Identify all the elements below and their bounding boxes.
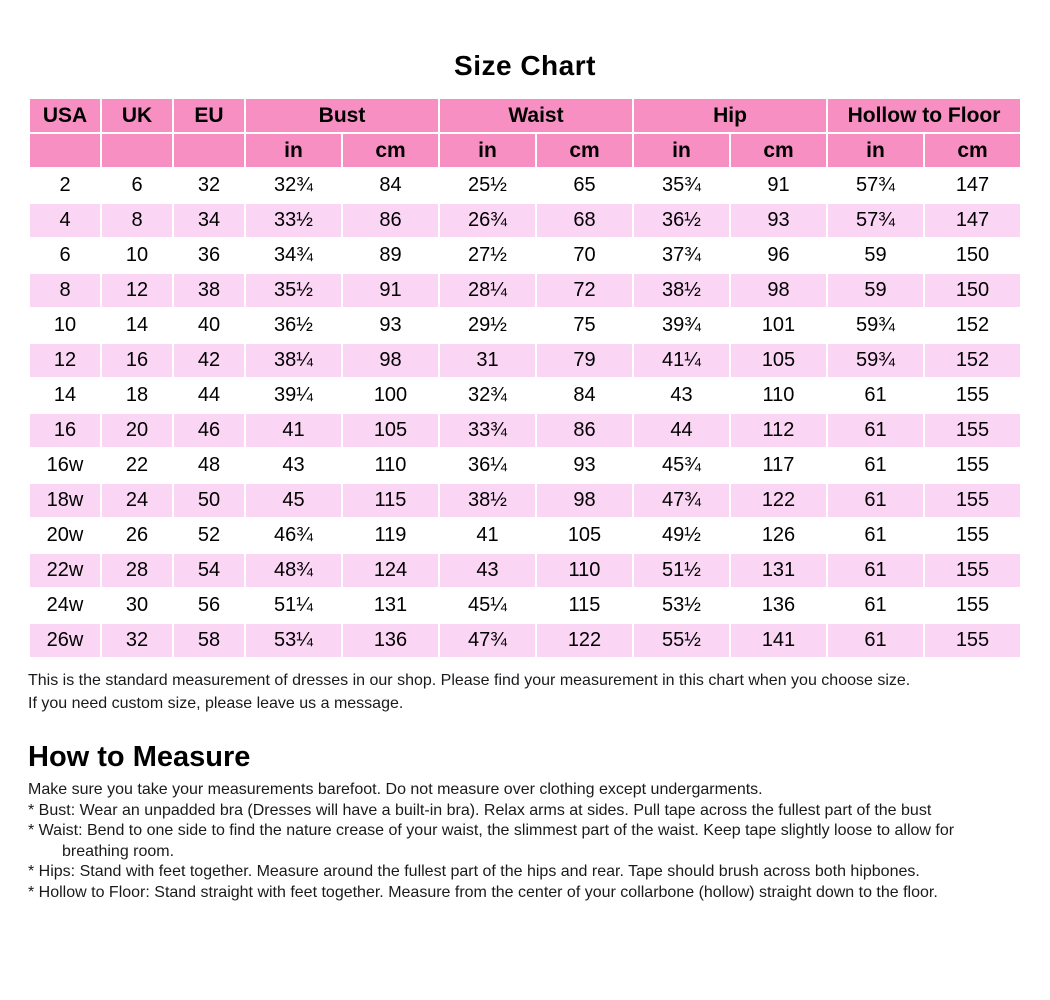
table-cell: 56: [174, 589, 244, 622]
notes: [28, 669, 1022, 715]
table-cell: 45: [246, 484, 341, 517]
table-cell: 53½: [634, 589, 729, 622]
table-cell: 48: [174, 449, 244, 482]
unit-header-hip-cm: cm: [731, 134, 826, 167]
table-cell: 105: [537, 519, 632, 552]
header-unit-row: [30, 134, 1020, 167]
table-cell: 32: [102, 624, 172, 657]
table-cell: 36½: [634, 204, 729, 237]
table-cell: 46¾: [246, 519, 341, 552]
table-cell: 150: [925, 239, 1020, 272]
measure-line: * Hollow to Floor: Stand straight with feet together. Measure from the center of your collarbone (hollow) straight down to the floor.: [28, 883, 938, 901]
table-cell: 61: [828, 379, 923, 412]
table-cell: 43: [634, 379, 729, 412]
table-cell: 25½: [440, 169, 535, 202]
table-cell: 10: [30, 309, 100, 342]
table-cell: 36½: [246, 309, 341, 342]
table-cell: 105: [343, 414, 438, 447]
table-cell: 105: [731, 344, 826, 377]
unit-header-bust-in: in: [246, 134, 341, 167]
table-cell: 119: [343, 519, 438, 552]
table-cell: 16: [102, 344, 172, 377]
table-cell: 47¾: [440, 624, 535, 657]
table-cell: 100: [343, 379, 438, 412]
table-cell: 57¾: [828, 169, 923, 202]
table-cell: 59¾: [828, 309, 923, 342]
table-cell: 39¼: [246, 379, 341, 412]
table-row: [30, 274, 1020, 307]
table-cell: 101: [731, 309, 826, 342]
measure-lines: [28, 780, 1022, 903]
table-cell: 61: [828, 484, 923, 517]
measure-line: * Waist: Bend to one side to find the nature crease of your waist, the slimmest part of the waist. Keep tape slightly loose to allow for: [28, 822, 955, 839]
table-cell: 155: [925, 519, 1020, 552]
table-cell: 14: [30, 379, 100, 412]
table-cell: 89: [343, 239, 438, 272]
table-cell: 47¾: [634, 484, 729, 517]
table-cell: 35¾: [634, 169, 729, 202]
table-cell: 36: [174, 239, 244, 272]
table-cell: 59: [828, 274, 923, 307]
table-cell: 22: [102, 449, 172, 482]
table-cell: 4: [30, 204, 100, 237]
table-cell: 84: [537, 379, 632, 412]
table-cell: 155: [925, 449, 1020, 482]
table-cell: 48¾: [246, 554, 341, 587]
unit-header-empty: [174, 134, 244, 167]
table-cell: 41¼: [634, 344, 729, 377]
table-cell: 6: [102, 169, 172, 202]
table-cell: 12: [102, 274, 172, 307]
table-row: [30, 449, 1020, 482]
table-cell: 86: [343, 204, 438, 237]
table-cell: 98: [343, 344, 438, 377]
table-cell: 34¾: [246, 239, 341, 272]
table-cell: 36¼: [440, 449, 535, 482]
table-cell: 126: [731, 519, 826, 552]
table-cell: 51¼: [246, 589, 341, 622]
table-cell: 152: [925, 344, 1020, 377]
table-cell: 115: [537, 589, 632, 622]
table-cell: 59¾: [828, 344, 923, 377]
table-cell: 12: [30, 344, 100, 377]
table-cell: 61: [828, 449, 923, 482]
col-header-hollow-to-floor: Hollow to Floor: [828, 99, 1020, 132]
table-row: [30, 169, 1020, 202]
table-cell: 115: [343, 484, 438, 517]
table-cell: 84: [343, 169, 438, 202]
table-cell: 61: [828, 519, 923, 552]
table-cell: 110: [343, 449, 438, 482]
col-header-eu: EU: [174, 99, 244, 132]
table-cell: 26w: [30, 624, 100, 657]
measure-line: breathing room.: [62, 842, 175, 860]
table-cell: 58: [174, 624, 244, 657]
table-cell: 93: [343, 309, 438, 342]
table-cell: 45¼: [440, 589, 535, 622]
unit-header-bust-cm: cm: [343, 134, 438, 167]
table-cell: 24: [102, 484, 172, 517]
unit-header-waist-in: in: [440, 134, 535, 167]
table-cell: 110: [537, 554, 632, 587]
table-cell: 38½: [634, 274, 729, 307]
table-row: [30, 519, 1020, 552]
table-row: [30, 239, 1020, 272]
table-row: [30, 204, 1020, 237]
table-cell: 122: [731, 484, 826, 517]
unit-header-hollow-cm: cm: [925, 134, 1020, 167]
table-cell: 32¾: [440, 379, 535, 412]
table-cell: 152: [925, 309, 1020, 342]
table-cell: 98: [731, 274, 826, 307]
table-cell: 72: [537, 274, 632, 307]
table-cell: 49½: [634, 519, 729, 552]
table-cell: 112: [731, 414, 826, 447]
table-cell: 46: [174, 414, 244, 447]
unit-header-empty: [102, 134, 172, 167]
unit-header-waist-cm: cm: [537, 134, 632, 167]
table-row: [30, 484, 1020, 517]
table-cell: 155: [925, 379, 1020, 412]
table-row: [30, 309, 1020, 342]
table-cell: 53¼: [246, 624, 341, 657]
table-cell: 155: [925, 484, 1020, 517]
table-cell: 8: [102, 204, 172, 237]
table-cell: 52: [174, 519, 244, 552]
unit-header-hip-in: in: [634, 134, 729, 167]
table-cell: 39¾: [634, 309, 729, 342]
table-cell: 26¾: [440, 204, 535, 237]
table-cell: 110: [731, 379, 826, 412]
table-cell: 147: [925, 204, 1020, 237]
table-cell: 29½: [440, 309, 535, 342]
table-cell: 33¾: [440, 414, 535, 447]
size-table-body: [30, 169, 1020, 657]
table-cell: 50: [174, 484, 244, 517]
table-cell: 33½: [246, 204, 341, 237]
table-cell: 57¾: [828, 204, 923, 237]
table-cell: 155: [925, 554, 1020, 587]
table-cell: 38½: [440, 484, 535, 517]
table-cell: 2: [30, 169, 100, 202]
table-cell: 37¾: [634, 239, 729, 272]
table-cell: 35½: [246, 274, 341, 307]
table-cell: 8: [30, 274, 100, 307]
table-cell: 70: [537, 239, 632, 272]
table-cell: 43: [246, 449, 341, 482]
table-cell: 155: [925, 414, 1020, 447]
table-cell: 147: [925, 169, 1020, 202]
table-cell: 91: [731, 169, 826, 202]
table-cell: 61: [828, 589, 923, 622]
table-cell: 20w: [30, 519, 100, 552]
table-cell: 16w: [30, 449, 100, 482]
table-cell: 22w: [30, 554, 100, 587]
table-cell: 10: [102, 239, 172, 272]
table-row: [30, 414, 1020, 447]
table-cell: 32¾: [246, 169, 341, 202]
table-cell: 24w: [30, 589, 100, 622]
table-cell: 54: [174, 554, 244, 587]
table-cell: 55½: [634, 624, 729, 657]
table-cell: 59: [828, 239, 923, 272]
table-cell: 122: [537, 624, 632, 657]
table-cell: 18w: [30, 484, 100, 517]
table-cell: 131: [731, 554, 826, 587]
table-cell: 34: [174, 204, 244, 237]
table-cell: 40: [174, 309, 244, 342]
notes-line-2: If you need custom size, please leave us a message.: [28, 695, 404, 712]
table-cell: 136: [731, 589, 826, 622]
table-row: [30, 589, 1020, 622]
size-chart-table: [28, 97, 1022, 659]
measure-line: * Bust: Wear an unpadded bra (Dresses will have a built-in bra). Relax arms at sides. Pull tape across the fullest part of the bust: [28, 801, 932, 819]
col-header-bust: Bust: [246, 99, 438, 132]
table-row: [30, 344, 1020, 377]
table-cell: 150: [925, 274, 1020, 307]
table-cell: 38: [174, 274, 244, 307]
measure-line: Make sure you take your measurements barefoot. Do not measure over clothing except undergarments.: [28, 781, 763, 798]
table-cell: 28¼: [440, 274, 535, 307]
table-cell: 86: [537, 414, 632, 447]
table-cell: 44: [634, 414, 729, 447]
table-cell: 68: [537, 204, 632, 237]
table-cell: 20: [102, 414, 172, 447]
table-cell: 124: [343, 554, 438, 587]
table-cell: 28: [102, 554, 172, 587]
table-cell: 31: [440, 344, 535, 377]
table-cell: 155: [925, 589, 1020, 622]
page-title: Size Chart: [454, 50, 596, 81]
notes-line-1: This is the standard measurement of dresses in our shop. Please find your measurement in this chart when you choose size.: [28, 672, 911, 689]
table-cell: 61: [828, 554, 923, 587]
table-cell: 136: [343, 624, 438, 657]
table-cell: 41: [246, 414, 341, 447]
table-cell: 51½: [634, 554, 729, 587]
table-cell: 14: [102, 309, 172, 342]
col-header-usa: USA: [30, 99, 100, 132]
table-cell: 155: [925, 624, 1020, 657]
table-cell: 45¾: [634, 449, 729, 482]
table-cell: 131: [343, 589, 438, 622]
header-group-row: [30, 99, 1020, 132]
table-cell: 6: [30, 239, 100, 272]
table-cell: 91: [343, 274, 438, 307]
measure-line: * Hips: Stand with feet together. Measure around the fullest part of the hips and rear. Tape should brush across both hipbones.: [28, 863, 920, 880]
unit-header-empty: [30, 134, 100, 167]
table-cell: 38¼: [246, 344, 341, 377]
unit-header-hollow-in: in: [828, 134, 923, 167]
table-cell: 93: [731, 204, 826, 237]
col-header-uk: UK: [102, 99, 172, 132]
table-cell: 79: [537, 344, 632, 377]
how-to-measure-heading: How to Measure: [28, 741, 251, 773]
table-cell: 43: [440, 554, 535, 587]
table-cell: 16: [30, 414, 100, 447]
table-row: [30, 379, 1020, 412]
table-cell: 41: [440, 519, 535, 552]
col-header-waist: Waist: [440, 99, 632, 132]
col-header-hip: Hip: [634, 99, 826, 132]
table-cell: 117: [731, 449, 826, 482]
table-cell: 141: [731, 624, 826, 657]
table-cell: 42: [174, 344, 244, 377]
table-cell: 65: [537, 169, 632, 202]
table-cell: 98: [537, 484, 632, 517]
table-cell: 26: [102, 519, 172, 552]
table-cell: 75: [537, 309, 632, 342]
table-cell: 27½: [440, 239, 535, 272]
table-cell: 93: [537, 449, 632, 482]
table-cell: 30: [102, 589, 172, 622]
table-cell: 61: [828, 624, 923, 657]
table-cell: 44: [174, 379, 244, 412]
table-row: [30, 624, 1020, 657]
table-cell: 96: [731, 239, 826, 272]
size-chart-header: [30, 99, 1020, 167]
table-cell: 61: [828, 414, 923, 447]
table-cell: 18: [102, 379, 172, 412]
table-row: [30, 554, 1020, 587]
table-cell: 32: [174, 169, 244, 202]
